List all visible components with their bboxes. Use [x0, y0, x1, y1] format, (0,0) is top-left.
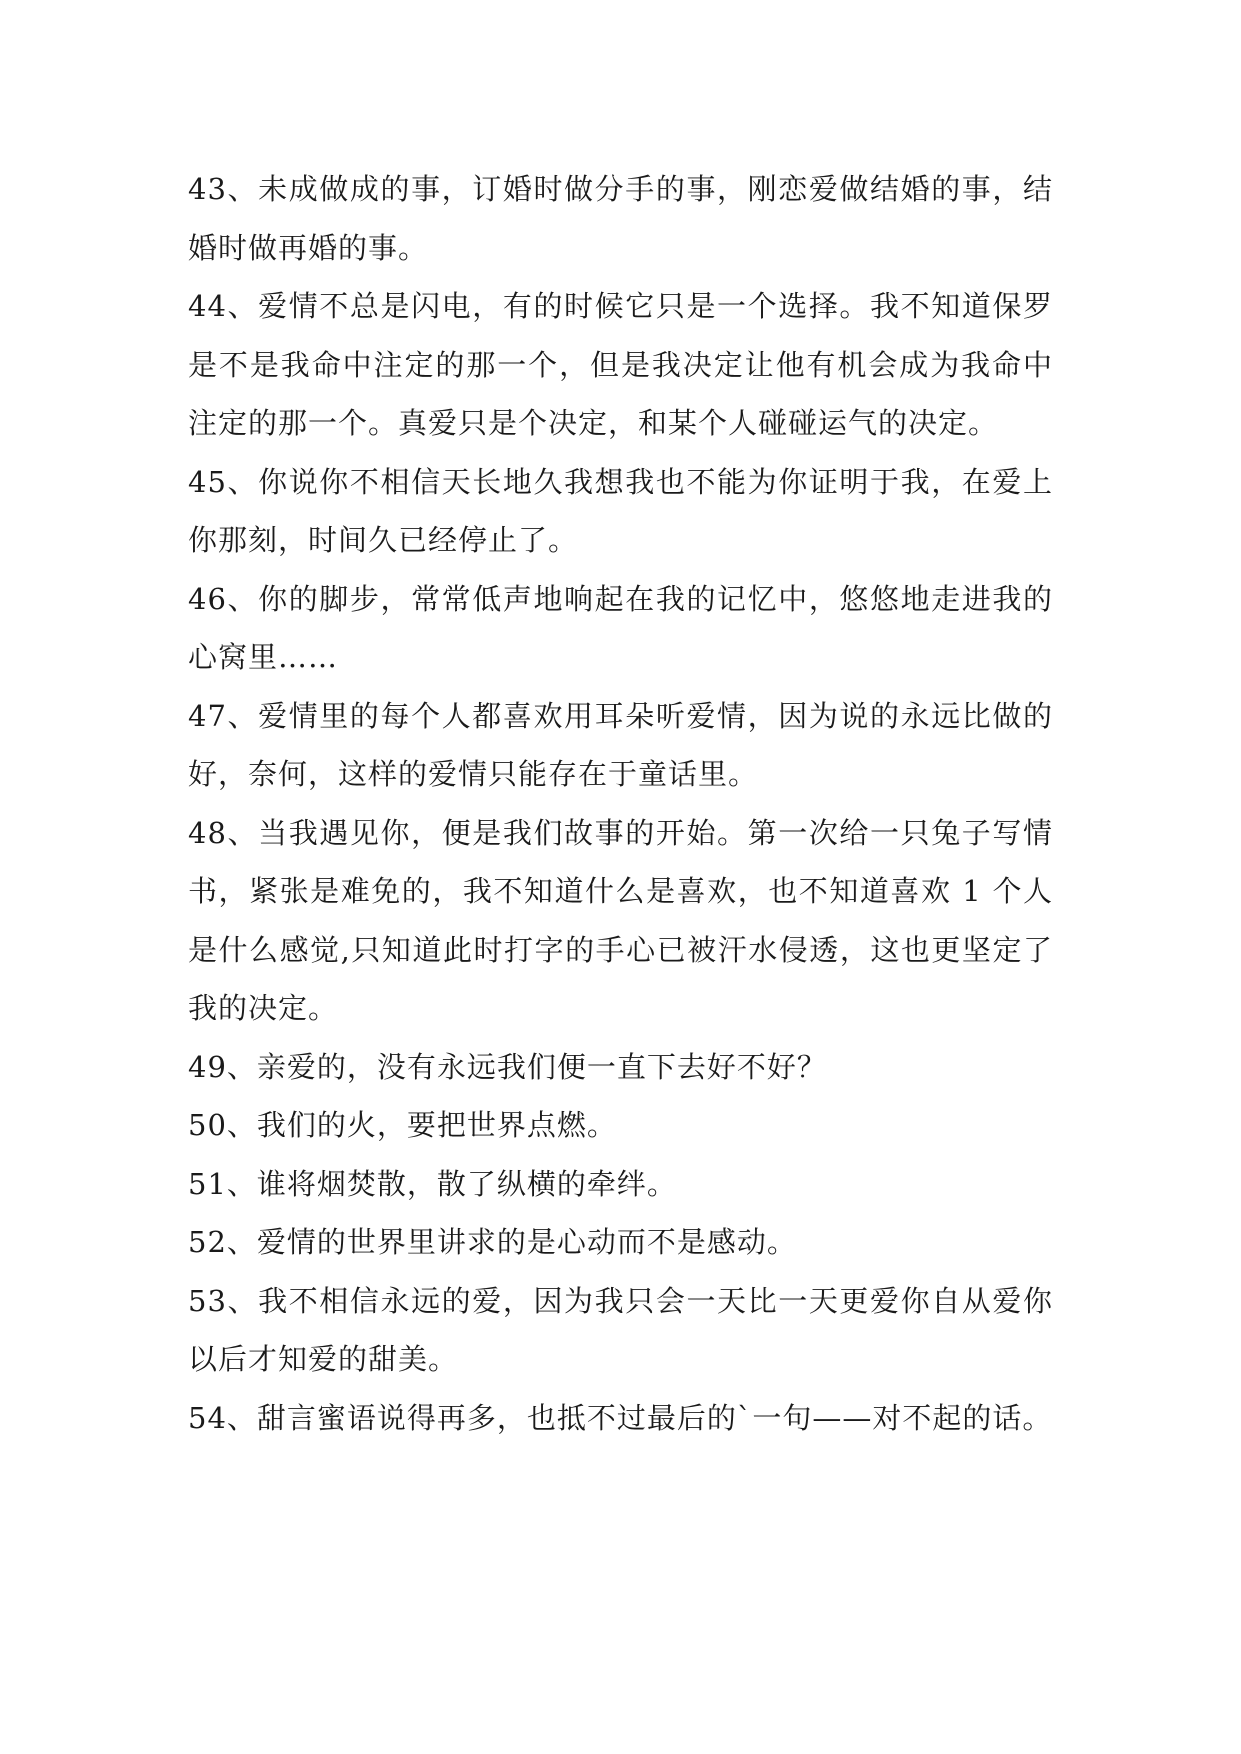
entry-48: 48、当我遇见你，便是我们故事的开始。第一次给一只兔子写情书，紧张是难免的，我不知道什么是喜欢，也不知道喜欢 1 个人是什么感觉,只知道此时打字的手心已被汗水侵透，这也更坚定了我的决定。	[188, 815, 1053, 1025]
entry-47: 47、爱情里的每个人都喜欢用耳朵听爱情，因为说的永远比做的好，奈何，这样的爱情只能存在于童话里。	[188, 698, 1053, 791]
entry-44: 44、爱情不总是闪电，有的时候它只是一个选择。我不知道保罗是不是我命中注定的那一个，但是我决定让他有机会成为我命中注定的那一个。真爱只是个决定，和某个人碰碰运气的决定。	[188, 289, 1053, 440]
entry-49: 49、亲爱的，没有永远我们便一直下去好不好？	[188, 1049, 827, 1084]
entry-46: 46、你的脚步，常常低声地响起在我的记忆中，悠悠地走进我的心窝里……	[188, 581, 1053, 674]
entry-54: 54、甜言蜜语说得再多，也抵不过最后的`一句——对不起的话。	[188, 1400, 1053, 1435]
entry-52: 52、爱情的世界里讲求的是心动而不是感动。	[188, 1225, 797, 1259]
entry-50: 50、我们的火，要把世界点燃。	[188, 1108, 617, 1142]
entry-53: 53、我不相信永远的爱，因为我只会一天比一天更爱你自从爱你以后才知爱的甜美。	[188, 1283, 1053, 1376]
entry-45: 45、你说你不相信天长地久我想我也不能为你证明于我，在爱上你那刻，时间久已经停止了。	[188, 464, 1053, 557]
entry-43: 43、未成做成的事，订婚时做分手的事，刚恋爱做结婚的事，结婚时做再婚的事。	[188, 172, 1053, 265]
document-body	[188, 160, 1053, 1447]
entry-51: 51、谁将烟焚散，散了纵横的牵绊。	[188, 1166, 677, 1201]
